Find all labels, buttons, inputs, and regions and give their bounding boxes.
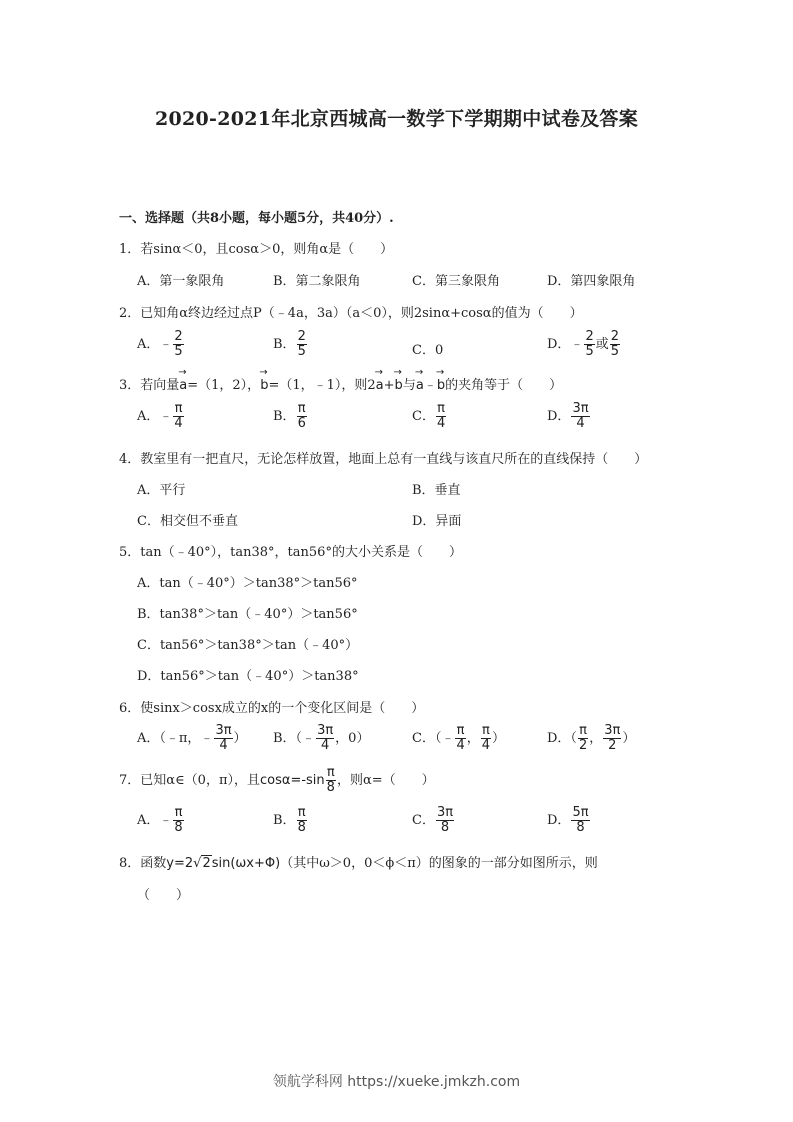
q4-option-a: A．平行 xyxy=(137,483,186,498)
q6-option-d: D．（ $\frac{\pi}{2}$ ， $\frac{3\pi}{2}$ ） xyxy=(547,723,636,753)
question-4-stem: 4．教室里有一把直尺，无论怎样放置，地面上总有一直线与该直尺所在的直线保持（ ） xyxy=(119,452,648,467)
q5-option-b: B．tan38°＞tan（﹣40°）＞tan56° xyxy=(137,607,358,622)
footer-watermark: 领航学科网 https://xueke.jmkzh.com xyxy=(272,1074,521,1090)
q3-option-d: D． $\frac{3\pi}{4}$ xyxy=(547,401,589,431)
vector-b: → b xyxy=(260,378,268,393)
question-1-stem: 1．若sinα＜0，且cosα＞0，则角α是（ ） xyxy=(119,242,394,257)
vector-a: → a xyxy=(179,378,187,393)
question-8-stem: 8．函数y=2√2sin(ωx+Φ)（其中ω＞0，0＜ϕ＜π）的图象的一部分如图所示，则 xyxy=(119,856,598,871)
q3-option-a: A．﹣ $\frac{\pi}{4}$ xyxy=(137,401,183,431)
q2-option-b: B． $\frac{2}{5}$ xyxy=(273,329,306,359)
q1-option-c: C．第三象限角 xyxy=(412,274,500,289)
q2-option-c: C．0 xyxy=(412,343,444,358)
q5-option-c: C．tan56°＞tan38°＞tan（﹣40°） xyxy=(137,638,359,653)
q7-option-a: A．﹣ $\frac{\pi}{8}$ xyxy=(137,805,183,835)
q1-option-a: A．第一象限角 xyxy=(137,274,225,289)
q6-option-a: A．（﹣π，﹣ $\frac{3\pi}{4}$ ） xyxy=(137,723,247,753)
q3-option-b: B． $\frac{\pi}{6}$ xyxy=(273,401,306,431)
q4-option-d: D．异面 xyxy=(412,514,462,529)
q5-option-d: D．tan56°＞tan（﹣40°）＞tan38° xyxy=(137,669,359,684)
question-8-paren: （ ） xyxy=(137,888,190,903)
q7-option-b: B． $\frac{\pi}{8}$ xyxy=(273,805,306,835)
q6-option-b: B．（﹣ $\frac{3\pi}{4}$ ，0） xyxy=(273,723,370,753)
page-title: 2020-2021年北京西城高一数学下学期期中试卷及答案 xyxy=(154,108,639,130)
q1-option-b: B．第二象限角 xyxy=(273,274,361,289)
section-heading: 一、选择题（共8小题，每小题5分，共40分）. xyxy=(119,211,394,226)
q1-option-d: D．第四象限角 xyxy=(547,274,636,289)
question-6-stem: 6．使sinx＞cosx成立的x的一个变化区间是（ ） xyxy=(119,701,425,716)
q4-option-c: C．相交但不垂直 xyxy=(137,514,238,529)
q6-option-c: C．（﹣ $\frac{\pi}{4}$ ， $\frac{\pi}{4}$ ） xyxy=(412,723,506,753)
q2-option-a: A．﹣ $\frac{2}{5}$ xyxy=(137,329,183,359)
question-3-stem: 3．若向量→ a=（1，2），→ b=（1，﹣1），则2→ a+→ b与→ a﹣→ b的夹角等于（ ） xyxy=(119,374,562,393)
question-7-stem: 7．已知α∈（0，π），且cosα=-sin $\frac{\pi}{8}$ ，则α=（ ） xyxy=(119,765,435,795)
q3-option-c: C． $\frac{\pi}{4}$ xyxy=(412,401,446,431)
q7-option-c: C． $\frac{3\pi}{8}$ xyxy=(412,805,454,835)
q2-option-d: D．﹣ $\frac{2}{5}$ 或 $\frac{2}{5}$ xyxy=(547,329,620,359)
question-5-stem: 5．tan（﹣40°），tan38°，tan56°的大小关系是（ ） xyxy=(119,545,462,560)
q5-option-a: A．tan（﹣40°）＞tan38°＞tan56° xyxy=(137,576,358,591)
question-2-stem: 2．已知角α终边经过点P（﹣4a，3a）（a＜0），则2sinα+cosα的值为（ ） xyxy=(119,306,583,321)
q4-option-b: B．垂直 xyxy=(412,483,461,498)
q7-option-d: D． $\frac{5\pi}{8}$ xyxy=(547,805,589,835)
